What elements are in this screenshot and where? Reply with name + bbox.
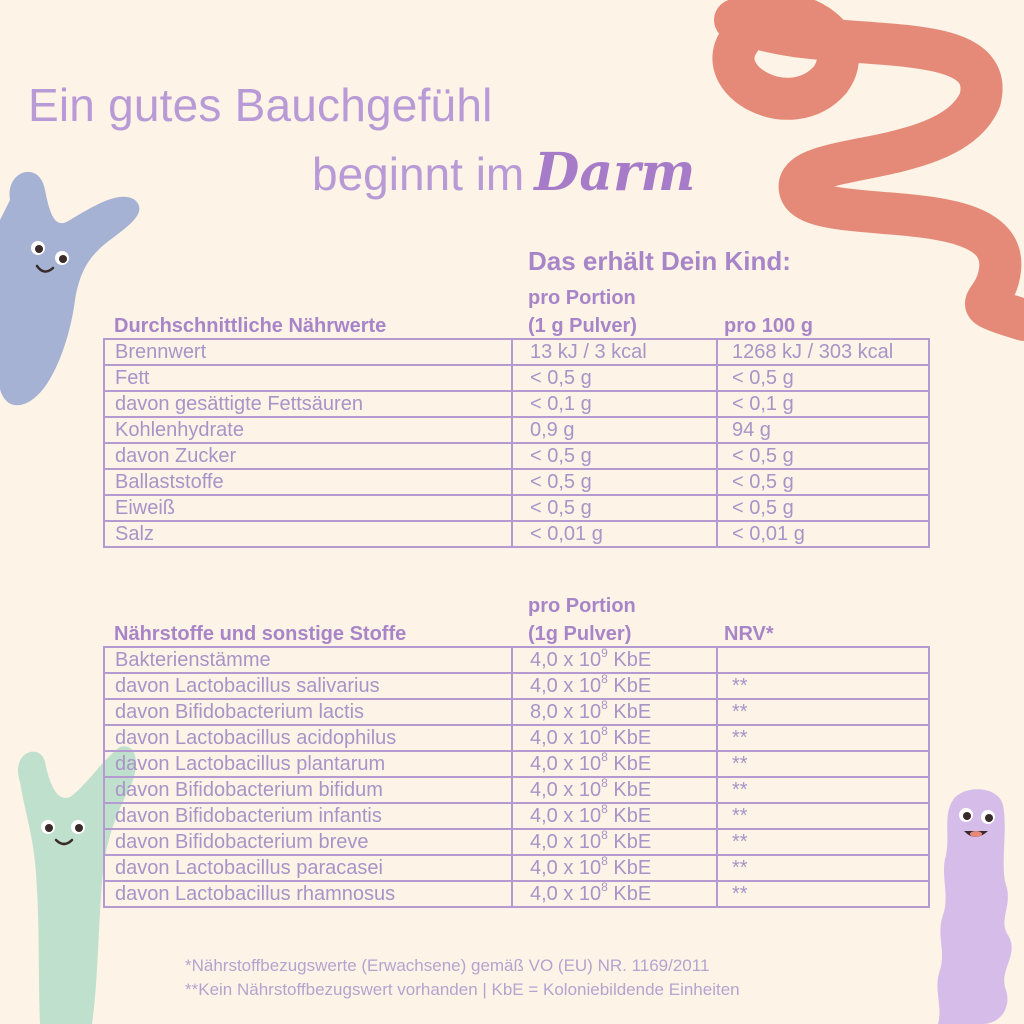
cfu-value [512,751,717,777]
nutrient-name: Fett [104,365,512,391]
cfu-exponent: 8 [601,724,608,738]
per-100g-value: < 0,5 g [717,495,929,521]
cfu-exponent: 9 [601,646,608,660]
nrv-value: ** [717,829,929,855]
per-portion-value: < 0,01 g [512,521,717,547]
cfu-exponent: 8 [601,672,608,686]
headline-line2 [312,142,695,203]
cfu-exponent: 8 [601,802,608,816]
per-portion-value: 0,9 g [512,417,717,443]
cfu-value [512,647,717,673]
cfu-base: 4,0 x 10 [530,883,602,905]
strain-name: davon Lactobacillus rhamnosus [104,881,512,907]
cfu-value [512,803,717,829]
cfu-value [512,777,717,803]
per-portion-value: < 0,5 g [512,365,717,391]
per-portion-value: < 0,5 g [512,469,717,495]
strain-name: davon Lactobacillus salivarius [104,673,512,699]
table1-header-col3: pro 100 g [724,315,813,337]
table-row [104,725,929,751]
table-row [104,339,929,365]
per-100g-value: < 0,5 g [717,469,929,495]
strain-name: davon Bifidobacterium breve [104,829,512,855]
nutrient-name: Salz [104,521,512,547]
nrv-value: ** [717,881,929,907]
cfu-value [512,829,717,855]
strain-name: davon Bifidobacterium bifidum [104,777,512,803]
cfu-exponent: 8 [601,750,608,764]
cfu-base: 4,0 x 10 [530,727,602,749]
cfu-unit: KbE [607,883,652,905]
nrv-value: ** [717,673,929,699]
per-portion-value: < 0,5 g [512,495,717,521]
nrv-value: ** [717,751,929,777]
table1-header-col2-line2: (1 g Pulver) [528,315,637,337]
headline-script-word: Darm [534,142,696,203]
cfu-unit: KbE [607,701,652,723]
strain-name: davon Lactobacillus acidophilus [104,725,512,751]
nutrition-table [103,338,930,548]
table-row [104,365,929,391]
nutrient-name: Ballaststoffe [104,469,512,495]
footnote-2: **Kein Nährstoffbezugswert vorhanden | KbE = Koloniebildende Einheiten [185,980,740,999]
per-100g-value: < 0,5 g [717,365,929,391]
nrv-value: ** [717,803,929,829]
table2-header-col3: NRV* [724,623,774,645]
cfu-base: 4,0 x 10 [530,805,602,827]
table1-header-col2 [528,284,637,340]
footnote-1: *Nährstoffbezugswerte (Erwachsene) gemäß VO (EU) NR. 1169/2011 [185,956,710,975]
cfu-exponent: 8 [601,880,608,894]
cfu-value [512,673,717,699]
cfu-exponent: 8 [601,698,608,712]
strain-name: davon Bifidobacterium lactis [104,699,512,725]
nutrient-name: davon gesättigte Fettsäuren [104,391,512,417]
cfu-unit: KbE [607,805,652,827]
per-100g-value: < 0,1 g [717,391,929,417]
cfu-exponent: 8 [601,854,608,868]
table2-header-col2-line1: pro Portion [528,595,636,617]
headline-line1: Ein gutes Bauchgefühl [28,79,493,131]
table2-header-col1: Nährstoffe und sonstige Stoffe [114,623,407,645]
cfu-value [512,725,717,751]
headline-line2-text: beginnt im [312,148,525,200]
cfu-unit: KbE [607,727,652,749]
per-portion-value: 13 kJ / 3 kcal [512,339,717,365]
cfu-unit: KbE [607,857,652,879]
lilac-bacteria-character [928,785,1024,1024]
table-row [104,699,929,725]
table-row [104,469,929,495]
per-100g-value: < 0,01 g [717,521,929,547]
table-row [104,417,929,443]
cfu-base: 4,0 x 10 [530,779,602,801]
nrv-value: ** [717,725,929,751]
cfu-unit: KbE [607,779,652,801]
table-row [104,673,929,699]
nrv-value: ** [717,699,929,725]
table-row [104,647,929,673]
cfu-value [512,855,717,881]
nutrient-name: Kohlenhydrate [104,417,512,443]
nutrient-name: Brennwert [104,339,512,365]
cfu-value [512,881,717,907]
nrv-value: ** [717,777,929,803]
table1-header-col1: Durchschnittliche Nährwerte [114,315,387,337]
cfu-value [512,699,717,725]
strain-name: davon Lactobacillus paracasei [104,855,512,881]
strain-name: davon Lactobacillus plantarum [104,751,512,777]
table-row [104,829,929,855]
cfu-base: 4,0 x 10 [530,753,602,775]
table1-header-col2-line1: pro Portion [528,287,636,309]
table2-header-col2-line2: (1g Pulver) [528,623,632,645]
table-row [104,495,929,521]
nutrient-name: Eiweiß [104,495,512,521]
nutrients-table [103,646,930,908]
nrv-value [717,647,929,673]
table-row [104,443,929,469]
strain-name: Bakterienstämme [104,647,512,673]
per-portion-value: < 0,5 g [512,443,717,469]
table-row [104,881,929,907]
nutrient-name: davon Zucker [104,443,512,469]
cfu-unit: KbE [607,675,652,697]
section-heading: Das erhält Dein Kind: [528,246,791,276]
cfu-base: 4,0 x 10 [530,649,602,671]
table-row [104,751,929,777]
table-row [104,803,929,829]
strain-name: davon Bifidobacterium infantis [104,803,512,829]
cfu-base: 4,0 x 10 [530,675,602,697]
cfu-exponent: 8 [601,776,608,790]
table2-header-col2 [528,592,636,648]
cfu-unit: KbE [607,649,652,671]
table-row [104,777,929,803]
table-row [104,855,929,881]
per-100g-value: 1268 kJ / 303 kcal [717,339,929,365]
cfu-base: 4,0 x 10 [530,857,602,879]
cfu-base: 4,0 x 10 [530,831,602,853]
nrv-value: ** [717,855,929,881]
cfu-base: 8,0 x 10 [530,701,602,723]
per-100g-value: 94 g [717,417,929,443]
per-portion-value: < 0,1 g [512,391,717,417]
table-row [104,521,929,547]
table-row [104,391,929,417]
per-100g-value: < 0,5 g [717,443,929,469]
cfu-exponent: 8 [601,828,608,842]
cfu-unit: KbE [607,831,652,853]
cfu-unit: KbE [607,753,652,775]
